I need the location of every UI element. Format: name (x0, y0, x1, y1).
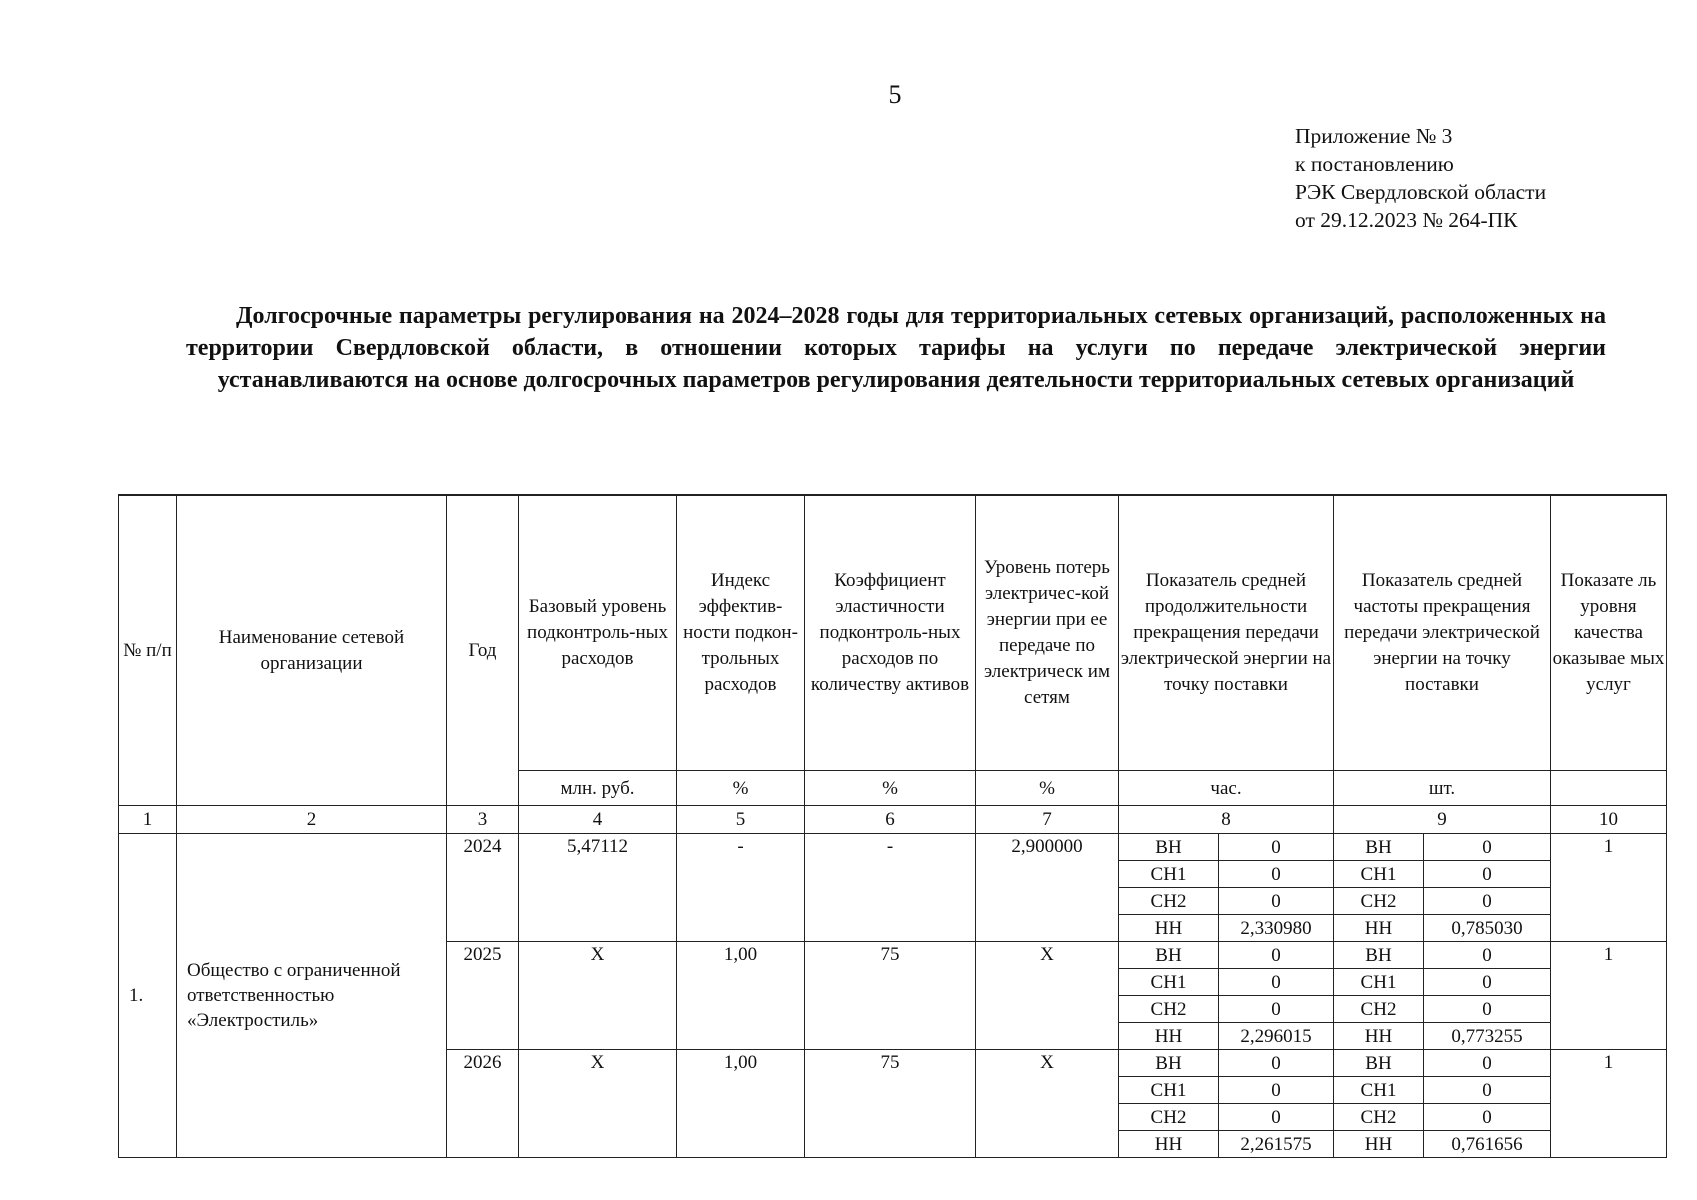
unit-frequency: шт. (1334, 771, 1551, 806)
column-number: 1 (119, 806, 177, 834)
unit-loss: % (976, 771, 1119, 806)
header-row (119, 495, 1667, 771)
frequency-value-cell: 0 (1424, 1077, 1551, 1104)
column-number: 10 (1551, 806, 1667, 834)
year-cell: 2024 (447, 834, 519, 942)
year-cell: 2026 (447, 1050, 519, 1158)
voltage-level-cell: НН (1334, 1023, 1424, 1050)
frequency-value-cell: 0 (1424, 1104, 1551, 1131)
header-quality: Показате ль уровня качества оказывае мых услуг (1551, 495, 1667, 771)
base-cost-cell: 5,47112 (519, 834, 677, 942)
voltage-level-cell: ВН (1334, 834, 1424, 861)
voltage-level-cell: СН2 (1334, 888, 1424, 915)
header-index: Индекс эффектив-ности подкон-трольных расходов (677, 495, 805, 771)
voltage-level-cell: НН (1119, 1023, 1219, 1050)
loss-level-cell: Х (976, 1050, 1119, 1158)
duration-value-cell: 0 (1219, 861, 1334, 888)
frequency-value-cell: 0 (1424, 888, 1551, 915)
duration-value-cell: 2,296015 (1219, 1023, 1334, 1050)
header-name: Наименование сетевой организации (177, 495, 447, 806)
voltage-level-cell: НН (1119, 915, 1219, 942)
column-numbers-row (119, 806, 1667, 834)
elasticity-coef-cell: - (805, 834, 976, 942)
duration-value-cell: 2,261575 (1219, 1131, 1334, 1158)
column-number: 9 (1334, 806, 1551, 834)
voltage-level-cell: ВН (1334, 1050, 1424, 1077)
duration-value-cell: 0 (1219, 1077, 1334, 1104)
column-number: 5 (677, 806, 805, 834)
base-cost-cell: Х (519, 1050, 677, 1158)
voltage-level-cell: ВН (1334, 942, 1424, 969)
voltage-level-cell: СН1 (1334, 969, 1424, 996)
appendix-block (1295, 122, 1546, 234)
header-num: № п/п (119, 495, 177, 806)
appendix-line: к постановлению (1295, 152, 1454, 176)
org-name: Общество с ограниченной ответственностью «Электростиль» (177, 834, 447, 1158)
frequency-value-cell: 0 (1424, 942, 1551, 969)
voltage-level-cell: ВН (1119, 1050, 1219, 1077)
frequency-value-cell: 0 (1424, 834, 1551, 861)
frequency-value-cell: 0,773255 (1424, 1023, 1551, 1050)
appendix-line: РЭК Свердловской области (1295, 180, 1547, 204)
elasticity-coef-cell: 75 (805, 1050, 976, 1158)
column-number: 4 (519, 806, 677, 834)
appendix-line: Приложение № 3 (1295, 124, 1453, 148)
duration-value-cell: 0 (1219, 996, 1334, 1023)
header-year: Год (447, 495, 519, 806)
column-number: 3 (447, 806, 519, 834)
parameters-table (118, 494, 1667, 1158)
voltage-level-cell: СН2 (1119, 996, 1219, 1023)
frequency-value-cell: 0 (1424, 861, 1551, 888)
voltage-level-cell: НН (1334, 1131, 1424, 1158)
voltage-level-cell: СН1 (1119, 861, 1219, 888)
org-number: 1. (119, 834, 177, 1158)
frequency-value-cell: 0 (1424, 996, 1551, 1023)
column-number: 7 (976, 806, 1119, 834)
table-row (119, 834, 1667, 861)
duration-value-cell: 0 (1219, 1050, 1334, 1077)
voltage-level-cell: СН1 (1119, 1077, 1219, 1104)
unit-quality (1551, 771, 1667, 806)
appendix-line: от 29.12.2023 № 264-ПК (1295, 208, 1518, 232)
header-coef: Коэффициент эластичности подконтроль-ных расходов по количеству активов (805, 495, 976, 771)
column-number: 2 (177, 806, 447, 834)
voltage-level-cell: СН1 (1334, 861, 1424, 888)
duration-value-cell: 2,330980 (1219, 915, 1334, 942)
efficiency-index-cell: 1,00 (677, 1050, 805, 1158)
duration-value-cell: 0 (1219, 834, 1334, 861)
elasticity-coef-cell: 75 (805, 942, 976, 1050)
column-number: 8 (1119, 806, 1334, 834)
duration-value-cell: 0 (1219, 969, 1334, 996)
efficiency-index-cell: 1,00 (677, 942, 805, 1050)
base-cost-cell: Х (519, 942, 677, 1050)
efficiency-index-cell: - (677, 834, 805, 942)
quality-cell: 1 (1551, 942, 1667, 1050)
unit-base: млн. руб. (519, 771, 677, 806)
frequency-value-cell: 0 (1424, 969, 1551, 996)
header-loss: Уровень потерь электричес-кой энергии при ее передаче по электрическ им сетям (976, 495, 1119, 771)
year-cell: 2025 (447, 942, 519, 1050)
voltage-level-cell: ВН (1119, 942, 1219, 969)
frequency-value-cell: 0 (1424, 1050, 1551, 1077)
loss-level-cell: Х (976, 942, 1119, 1050)
voltage-level-cell: СН1 (1334, 1077, 1424, 1104)
unit-coef: % (805, 771, 976, 806)
voltage-level-cell: НН (1119, 1131, 1219, 1158)
unit-index: % (677, 771, 805, 806)
header-duration: Показатель средней продолжительности прекращения передачи электрической энергии на точку поставки (1119, 495, 1334, 771)
document-title: Долгосрочные параметры регулирования на 2024–2028 годы для территориальных сетевых организаций, расположенных на территории Свердловской области, в отношении которых тарифы на услуги по передаче электрической энергии устанавливаются на основе долгосрочных параметров регулирования деятельности территориальных сетевых организаций (186, 303, 1606, 393)
voltage-level-cell: СН2 (1334, 1104, 1424, 1131)
voltage-level-cell: ВН (1119, 834, 1219, 861)
frequency-value-cell: 0,785030 (1424, 915, 1551, 942)
voltage-level-cell: СН1 (1119, 969, 1219, 996)
duration-value-cell: 0 (1219, 1104, 1334, 1131)
voltage-level-cell: СН2 (1334, 996, 1424, 1023)
voltage-level-cell: СН2 (1119, 888, 1219, 915)
header-frequency: Показатель средней частоты прекращения передачи электрической энергии на точку поставки (1334, 495, 1551, 771)
voltage-level-cell: НН (1334, 915, 1424, 942)
duration-value-cell: 0 (1219, 888, 1334, 915)
voltage-level-cell: СН2 (1119, 1104, 1219, 1131)
frequency-value-cell: 0,761656 (1424, 1131, 1551, 1158)
loss-level-cell: 2,900000 (976, 834, 1119, 942)
quality-cell: 1 (1551, 1050, 1667, 1158)
duration-value-cell: 0 (1219, 942, 1334, 969)
unit-duration: час. (1119, 771, 1334, 806)
header-base: Базовый уровень подконтроль-ных расходов (519, 495, 677, 771)
column-number: 6 (805, 806, 976, 834)
quality-cell: 1 (1551, 834, 1667, 942)
page-number: 5 (888, 80, 902, 109)
